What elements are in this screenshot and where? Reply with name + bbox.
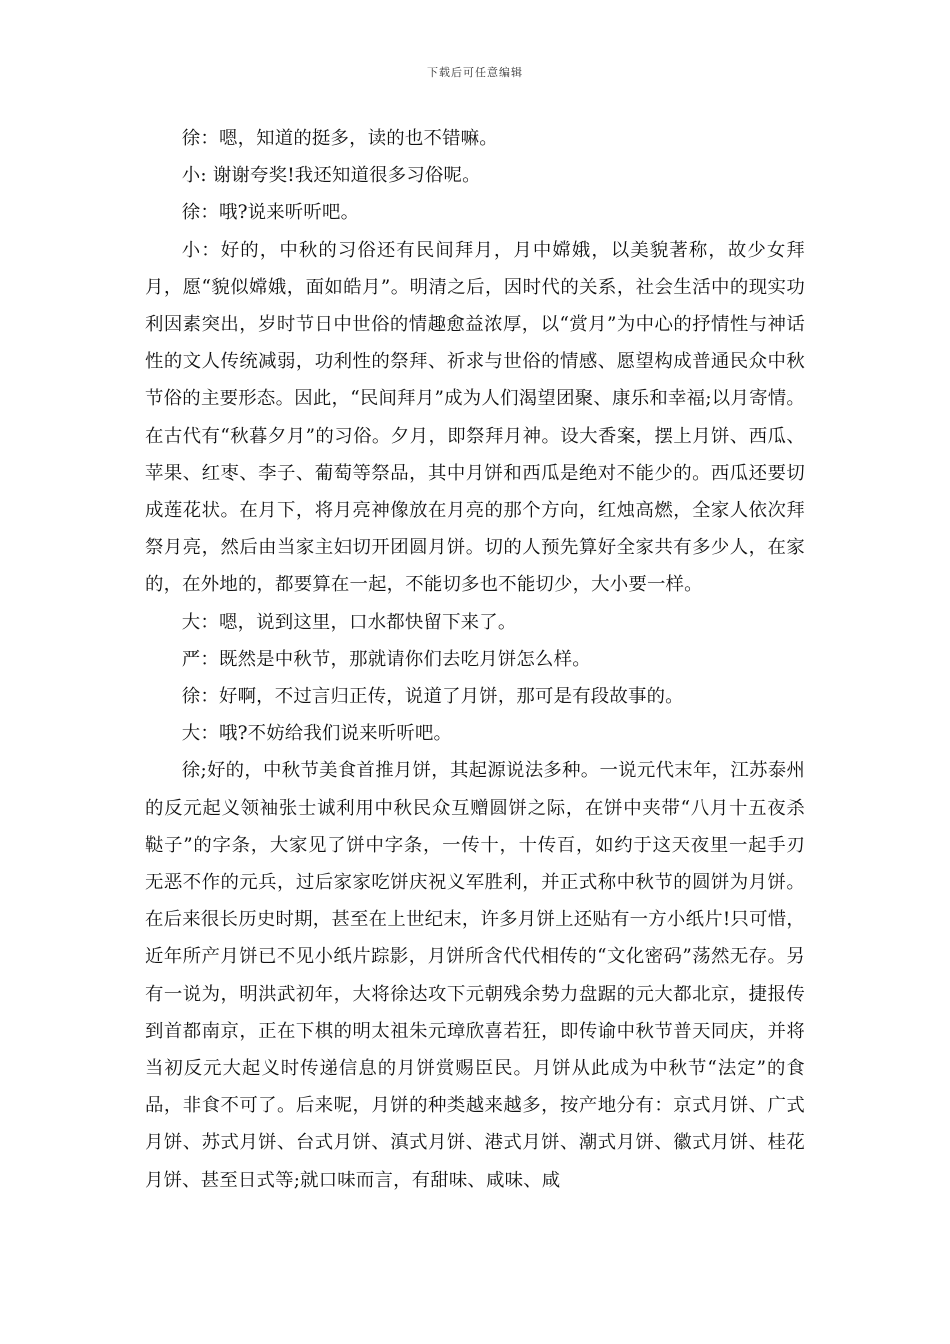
dialogue-line-da-1: 大：嗯，说到这里，口水都快留下来了。 bbox=[181, 611, 517, 633]
page-header-note: 下载后可任意编辑 bbox=[427, 66, 523, 79]
dialogue-paragraph-xiao-customs: 小：好的，中秋的习俗还有民间拜月，月中嫦娥，以美貌著称，故少女拜月，愿“貌似嫦娥，面如皓月”。明清之后，因时代的关系，社会生活中的现实功利因素突出，岁时节日中世俗的情趣愈益浓厚，以“赏月”为中心的抒情性与神话性的文人传统减弱，功利性的祭拜、祈求与世俗的情感、愿望构成普通民众中秋节俗的主要形态。因此，“民间拜月”成为人们渴望团聚、康乐和幸福;以月寄情。在古代有“秋暮夕月”的习俗。夕月，即祭拜月神。设大香案，摆上月饼、西瓜、苹果、红枣、李子、葡萄等祭品，其中月饼和西瓜是绝对不能少的。西瓜还要切成莲花状。在月下，将月亮神像放在月亮的那个方向，红烛高燃，全家人依次拜祭月亮，然后由当家主妇切开团圆月饼。切的人预先算好全家共有多少人，在家的，在外地的，都要算在一起，不能切多也不能切少，大小要一样。 bbox=[145, 239, 805, 596]
dialogue-paragraph-xu-mooncake: 徐;好的，中秋节美食首推月饼，其起源说法多种。一说元代末年，江苏泰州的反元起义领袖张士诚利用中秋民众互赠圆饼之际，在饼中夹带“八月十五夜杀鞑子”的字条，大家见了饼中字条，一传十，十传百，如约于这天夜里一起手刃无恶不作的元兵，过后家家吃饼庆祝义军胜利，并正式称中秋节的圆饼为月饼。在后来很长历史时期，甚至在上世纪末，许多月饼上还贴有一方小纸片!只可惜，近年所产月饼已不见小纸片踪影，月饼所含代代相传的“文化密码”荡然无存。另有一说为，明洪武初年，大将徐达攻下元朝残余势力盘踞的元大都北京，捷报传到首都南京，正在下棋的明太祖朱元璋欣喜若狂，即传谕中秋节普天同庆，并将当初反元大起义时传递信息的月饼赏赐臣民。月饼从此成为中秋节“法定”的食品，非食不可了。后来呢，月饼的种类越来越多，按产地分有：京式月饼、广式月饼、苏式月饼、台式月饼、滇式月饼、港式月饼、潮式月饼、徽式月饼、桂花月饼、甚至日式等;就口味而言，有甜味、咸味、咸 bbox=[145, 760, 805, 1191]
dialogue-line-yan-1: 严：既然是中秋节，那就请你们去吃月饼怎么样。 bbox=[181, 648, 591, 670]
dialogue-line-xu-3: 徐：好啊，不过言归正传，说道了月饼，那可是有段故事的。 bbox=[181, 686, 684, 708]
document-body bbox=[145, 120, 805, 1199]
dialogue-line-xu-1: 徐：嗯，知道的挺多，读的也不错嘛。 bbox=[181, 128, 498, 149]
dialogue-line-xiao-1: 小: 谢谢夸奖!我还知道很多习俗呢。 bbox=[181, 165, 481, 187]
dialogue-line-xu-2: 徐：哦?说来听听吧。 bbox=[181, 202, 360, 224]
dialogue-line-da-2: 大：哦?不妨给我们说来听听吧。 bbox=[181, 723, 453, 745]
